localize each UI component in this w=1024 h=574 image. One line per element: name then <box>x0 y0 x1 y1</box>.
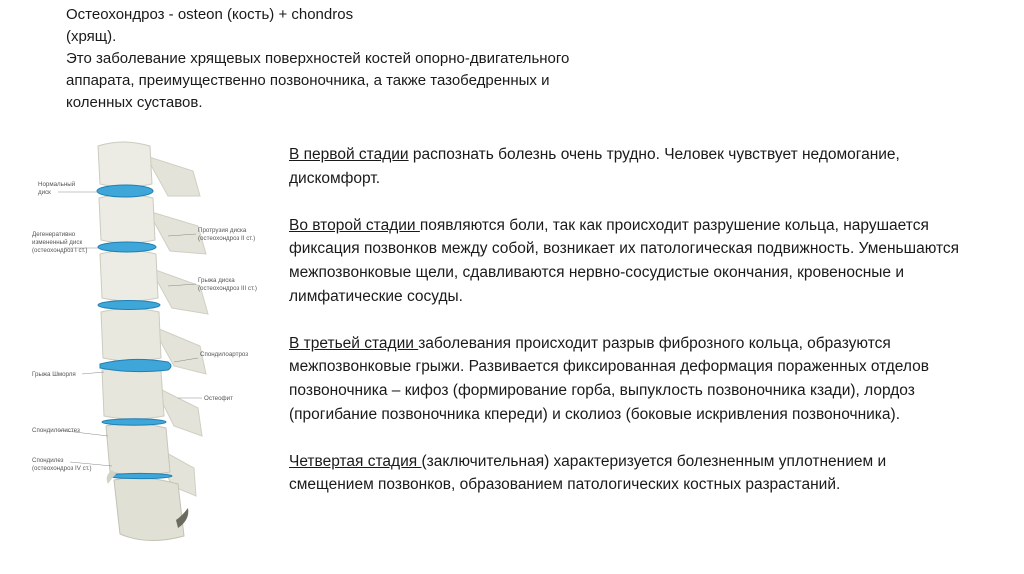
intro-title-line-2: (хрящ). <box>66 28 117 45</box>
label-degenerated-3: (остеохондроз I ст.) <box>32 247 88 254</box>
label-spondylosis-2: (остеохондроз IV ст.) <box>32 465 92 472</box>
intro-title-line: Остеохондроз - osteon (кость) + chondros <box>66 6 354 23</box>
intro-definition: Это заболевание хрящевых поверхностей костей опорно-двигательного аппарата, преимущественно позвоночника, а также тазобедренных и коленных суставов. <box>66 50 570 111</box>
stages-list <box>289 143 969 521</box>
stage-2 <box>289 214 969 308</box>
label-normal-disc: Нормальный <box>38 181 76 188</box>
stage-1 <box>289 143 969 190</box>
stage-3-lead: В третьей стадии <box>289 334 419 352</box>
spine-illustration <box>28 136 278 556</box>
stage-4-text: (заключительная) характеризуется болезненным уплотнением и смещением позвонков, образованием патологических костных разрастаний. <box>289 452 887 494</box>
label-hernia: Грыжа диска <box>198 277 235 284</box>
stage-2-lead: Во второй стадии <box>289 216 420 234</box>
stage-3 <box>289 332 969 426</box>
stage-1-lead: В первой стадии <box>289 146 409 163</box>
stage-4-lead: Четвертая стадия <box>289 452 422 470</box>
stage-1-text: распознать болезнь очень трудно. Человек чувствует недомогание, дискомфорт. <box>289 146 900 187</box>
label-protrusion-2: (остеохондроз II ст.) <box>198 235 256 242</box>
stage-2-text: появляются боли, так как происходит разрушение кольца, нарушается фиксация позвонков между собой, возникает их патологическая подвижность. Уменьшаются межпозвонковые щели, сдавливаются нервно-сосудистые окончания, кровеносные и лимфатические сосуды. <box>289 216 960 305</box>
label-degenerated-2: измененный диск <box>32 239 83 246</box>
label-normal-disc-2: диск <box>38 189 51 196</box>
label-osteophyte: Остеофит <box>204 395 233 402</box>
stage-3-text: заболевания происходит разрыв фиброзного кольца, образуются межпозвонковые грыжи. Развивается фиксированная деформация пораженных отделов позвоночника – кифоз (формирование горба, выпуклость позвоночника кзади), лордоз (прогибание позвоночника кпереди) и сколиоз (боковые искривления позвоночника). <box>289 334 929 423</box>
intro-block <box>66 4 586 114</box>
label-spondylosis: Спондилез <box>32 457 64 464</box>
label-schmorl: Грыжа Шморля <box>32 371 76 378</box>
label-spondyloarthrosis: Спондилоартроз <box>200 351 249 358</box>
label-degenerated: Дегенеративно <box>32 231 76 238</box>
label-protrusion: Протрузия диска <box>198 227 247 234</box>
label-spondylolisthesis: Спондилолистез <box>32 427 80 434</box>
label-hernia-2: (остеохондроз III ст.) <box>198 285 257 292</box>
stage-4 <box>289 450 969 497</box>
